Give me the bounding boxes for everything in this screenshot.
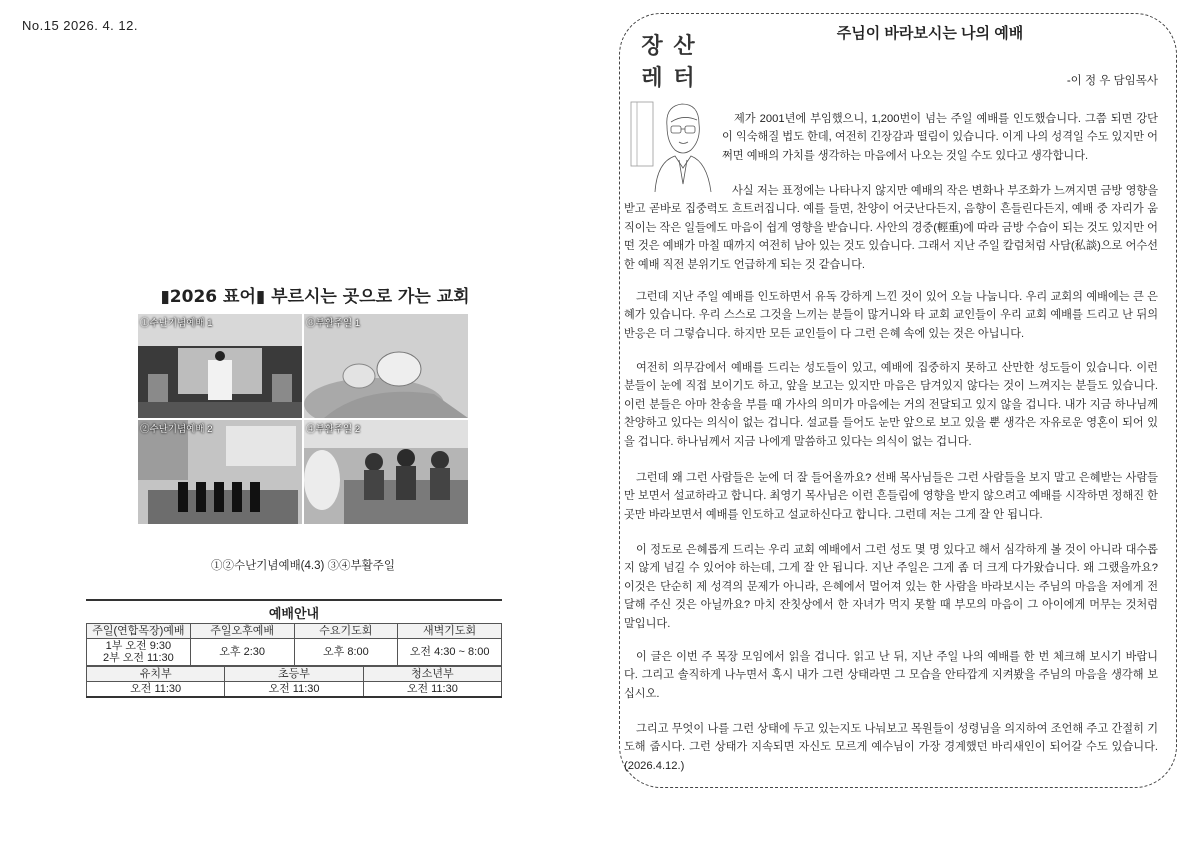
service-time xyxy=(87,639,191,666)
jangsan-letter-badge xyxy=(635,33,701,95)
service-time: 오전 4:30 ~ 8:00 xyxy=(398,639,502,666)
article-paragraph: 그런데 지난 주일 예배를 인도하면서 유독 강하게 느낀 것이 있어 오늘 나눕니다. 우리 교회의 예배에는 큰 은혜가 있습니다. 우리 스스로 그것을 느끼는 분들이 많거니와 타 교회 교인들이 우리 교회 예배를 드리고 난 뒤의 반응은 더 그렇습니다. 하지만 모든 교인들이 다 그런 은혜 속에 있는 것은 아닙니다. xyxy=(624,291,1158,340)
article-paragraph: 그리고 무엇이 나를 그런 상태에 두고 있는지도 나눠보고 목원들이 성령님을 의지하여 조언해 주고 간절히 기도해 줍시다. 그런 상태가 지속되면 자신도 모르게 예수님이 가장 경계했던 바리새인이 되어갈 수도 있습니다.(2026.4.12.) xyxy=(624,723,1158,772)
photo-label: ②수난기념예배 2 xyxy=(140,424,213,435)
photo-label: ③부활주일 1 xyxy=(306,318,361,329)
service-schedule xyxy=(86,599,502,698)
photo-passion-service-1 xyxy=(138,314,302,418)
department-header: 유치부 xyxy=(87,667,225,682)
pastor-portrait-sketch xyxy=(627,96,717,192)
photo-grid xyxy=(138,314,468,526)
service-time-line: 1부 오전 9:30 xyxy=(105,640,172,652)
article-paragraph: 제가 2001년에 부임했으니, 1,200번이 넘는 주일 예배를 인도했습니다. 그쯤 되면 강단이 익숙해질 법도 한데, 여전히 긴장감과 떨림이 있습니다. 이게 나의 성격일 수도 있지만 어쩌면 예배의 가치를 생각하는 마음에서 나오는 것일 수도 있다고 생각합니다. xyxy=(722,113,1158,162)
article-author: -이 정 우 담임목사 xyxy=(1066,75,1158,87)
issue-date: No.15 2026. 4. 12. xyxy=(22,18,138,33)
service-schedule-title: 예배안내 xyxy=(86,599,502,623)
photo-caption: ①②수난기념예배(4.3) ③④부활주일 xyxy=(211,560,395,572)
badge-char: 장 xyxy=(641,34,663,59)
photo-easter-2 xyxy=(304,420,468,524)
church-motto: ▮2026 표어▮ 부르시는 곳으로 가는 교회 xyxy=(160,287,470,307)
department-table xyxy=(86,666,502,698)
department-time: 오전 11:30 xyxy=(87,682,225,698)
article-paragraph: 그런데 왜 그런 사람들은 눈에 더 잘 들어올까요? 선배 목사님들은 그런 사람들을 보지 말고 은혜받는 사람들만 보면서 설교하라고 합니다. 최영기 목사님은 이런 흔들림에 영향을 받지 않으려고 예배를 시작하면 정해진 한 곳만 바라보면서 예배를 인도하고 설교하신다고 합니다. 그런데 저는 그게 잘 안 됩니다. xyxy=(624,472,1158,521)
department-header: 초등부 xyxy=(225,667,363,682)
photo-passion-service-2 xyxy=(138,420,302,524)
article-paragraph: 이 정도로 은혜롭게 드리는 우리 교회 예배에서 그런 성도 몇 명 있다고 해서 심각하게 볼 것이 아니라 대수롭지 않게 넘길 수 있어야 하는데, 그게 잘 안 됩니다. 지난 주일은 그게 좀 더 크게 다가왔습니다. 왜 그랬을까요? 이것은 단순히 제 성격의 문제가 아니라, 은혜에서 멀어져 있는 한 사람을 바라보시는 주님의 마음을 저에게 전달해 주신 것은 아닐까요? 마치 잔칫상에서 한 자녀가 먹지 못할 때 부모의 마음이 그 아이에게 머무는 것처럼 말입니다. xyxy=(624,544,1158,630)
department-header: 청소년부 xyxy=(363,667,501,682)
service-header: 주일오후예배 xyxy=(190,624,294,639)
badge-char: 레 xyxy=(641,66,663,91)
badge-char: 산 xyxy=(673,34,695,59)
department-time: 오전 11:30 xyxy=(363,682,501,698)
service-header: 주일(연합목장)예배 xyxy=(87,624,191,639)
article-paragraph: 이 글은 이번 주 목장 모임에서 읽을 겁니다. 읽고 난 뒤, 지난 주일 나의 예배를 한 번 체크해 보시기 바랍니다. 그리고 솔직하게 나누면서 혹시 내가 그런 상태라면 그 모습을 안타깝게 지켜봤을 주님의 마음을 생각해 보십시오. xyxy=(624,651,1158,700)
service-header: 새벽기도회 xyxy=(398,624,502,639)
photo-label: ④부활주일 2 xyxy=(306,424,361,435)
service-time: 오후 8:00 xyxy=(294,639,398,666)
article-paragraph: 사실 저는 표정에는 나타나지 않지만 예배의 작은 변화나 부조화가 느껴지면 금방 영향을 받고 곧바로 집중력도 흐트러집니다. 예를 들면, 찬양이 어긋난다든지, 음향이 흔들린다든지, 예배 중 자리가 움직이는 작은 일들에도 마음이 쉽게 영향을 받습니다. 사안의 경중(輕重)에 따라 금방 수습이 되는 것도 있지만 어떤 것은 예배가 마칠 때까지 여전히 남아 있는 것도 있습니다. 그래서 지난 주일 칼럼처럼 사담(私談)으로 어수선한 예배 직전 분위기도 언급하게 되는 것 같습니다. xyxy=(624,185,1158,271)
photo-label: ①수난기념예배 1 xyxy=(140,318,213,329)
service-table xyxy=(86,623,502,666)
article-title: 주님이 바라보시는 나의 예배 xyxy=(836,25,1024,42)
service-header: 수요기도회 xyxy=(294,624,398,639)
service-time: 오후 2:30 xyxy=(190,639,294,666)
photo-easter-1 xyxy=(304,314,468,418)
badge-char: 터 xyxy=(673,66,695,91)
service-time-line: 2부 오전 11:30 xyxy=(102,652,174,664)
department-time: 오전 11:30 xyxy=(225,682,363,698)
article-paragraph: 여전히 의무감에서 예배를 드리는 성도들이 있고, 예배에 집중하지 못하고 산만한 성도들이 있습니다. 이런 분들이 눈에 직접 보이기도 하고, 앞을 보고는 있지만 마음은 담겨있지 않다는 것이 느껴지는 분들도 있습니다. 이런 분들은 아마 찬송을 부를 때 가사의 의미가 마음에는 거의 전달되고 있지 않을 겁니다. 내가 지금 하나님께 찬양하고 있다는 의식이 없는 겁니다. 설교를 들어도 눈만 앞으로 보고 있을 뿐 생각은 자유로운 영혼이 되어 있을 겁니다. 하나님께서 지금 나에게 말씀하고 있다는 의식이 없는 겁니다. xyxy=(624,362,1158,448)
